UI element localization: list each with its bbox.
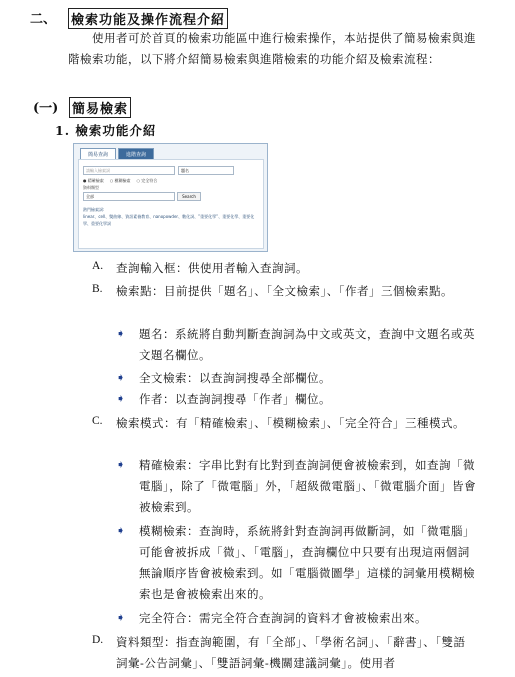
type-select-mock: 全部 <box>83 192 175 201</box>
arrow-bullet-icon: ➧ <box>116 371 126 384</box>
search-button-mock: Search <box>177 192 201 201</box>
search-ui-screenshot <box>73 143 268 252</box>
item-b-label: B. <box>92 283 103 295</box>
subsection-title: 簡易檢索 <box>69 97 131 118</box>
section-heading <box>30 8 228 29</box>
section-number: 二、 <box>30 12 57 27</box>
radio-full: ○ 完全符合 <box>136 178 158 183</box>
item-a-label: A. <box>92 260 104 272</box>
subsection-number: (一) <box>33 101 59 116</box>
item-c-bullet-3: 完全符合：需完全符合查詢詞的資料才會被檢索出來。 <box>139 611 427 625</box>
item-c-text: 檢索模式：有「精確檢索」、「模糊檢索」、「完全符合」三種模式。 <box>116 416 465 430</box>
item-c-label: C. <box>92 415 103 427</box>
radio-exact: ● 精確檢索 <box>83 178 104 183</box>
field-select-mock: 題名 <box>178 166 234 175</box>
intro-paragraph: 使用者可於首頁的檢索功能區中進行檢索操作，本站提供了簡易檢索與進階檢索功能，以下將介紹簡易檢索與進階檢索的功能介紹及檢索流程： <box>68 31 476 66</box>
heading-3: 1. 檢索功能介紹 <box>55 123 157 138</box>
tab-advanced-search: 進階查詢 <box>118 148 154 161</box>
section-title: 檢索功能及操作流程介紹 <box>68 8 228 29</box>
subsection-heading <box>33 97 131 118</box>
item-b-bullet-3: 作者：以查詢詞搜尋「作者」欄位。 <box>139 392 331 406</box>
item-b-text: 檢索點：目前提供「題名」、「全文檢索」、「作者」三個檢索點。 <box>116 284 453 298</box>
item-d-text: 資料類型：指查詢範圍，有「全部」、「學術名詞」、「辭書」、「雙語詞彙-公告詞彙」、「雙語詞彙-機關建議詞彙」。使用者 <box>116 635 466 670</box>
arrow-bullet-icon: ➧ <box>116 524 126 537</box>
hot-terms-label: 熱門檢索詞: <box>83 207 105 212</box>
item-c-bullet-1: 精確檢索：字串比對有比對到查詢詞便會被檢索到，如查詢「微電腦」，除了「微電腦」外，「超級微電腦」、「微電腦介面」皆會被檢索到。 <box>139 458 476 514</box>
arrow-bullet-icon: ➧ <box>116 458 126 471</box>
type-label-mock: 資料類型 <box>83 185 99 190</box>
hot-terms-mock <box>83 206 259 227</box>
item-b-bullet-2: 全文檢索：以查詢詞搜尋全部欄位。 <box>139 371 331 385</box>
query-input-mock: 請輸入檢索詞 <box>83 166 175 175</box>
screenshot-panel <box>78 159 264 249</box>
arrow-bullet-icon: ➧ <box>116 327 126 340</box>
hot-terms-list: linear、cell、雙曲線、資訊素養教育、nanopowder、數化詞、”重要化學”、重要化學、重要化學、重要化學詞 <box>83 214 255 226</box>
arrow-bullet-icon: ➧ <box>116 392 126 405</box>
radio-fuzzy: ○ 模糊檢索 <box>109 178 131 183</box>
item-d-label: D. <box>92 634 104 646</box>
item-a-text: 查詢輸入框：供使用者輸入查詢詞。 <box>116 261 308 275</box>
mode-radios-mock <box>83 178 157 184</box>
tab-simple-search: 簡易查詢 <box>80 148 116 161</box>
item-b-bullet-1: 題名：系統將自動判斷查詢詞為中文或英文，查詢中文題名或英文題名欄位。 <box>139 327 475 362</box>
item-c-bullet-2: 模糊檢索：查詢時，系統將針對查詢詞再做斷詞，如「微電腦」可能會被拆成「微」、「電腦」，查詢欄位中只要有出現這兩個詞無論順序皆會被檢索到。如「電腦微圖學」這樣的詞彙用模糊檢索也是會被檢索出來的。 <box>139 524 475 601</box>
arrow-bullet-icon: ➧ <box>116 611 126 624</box>
